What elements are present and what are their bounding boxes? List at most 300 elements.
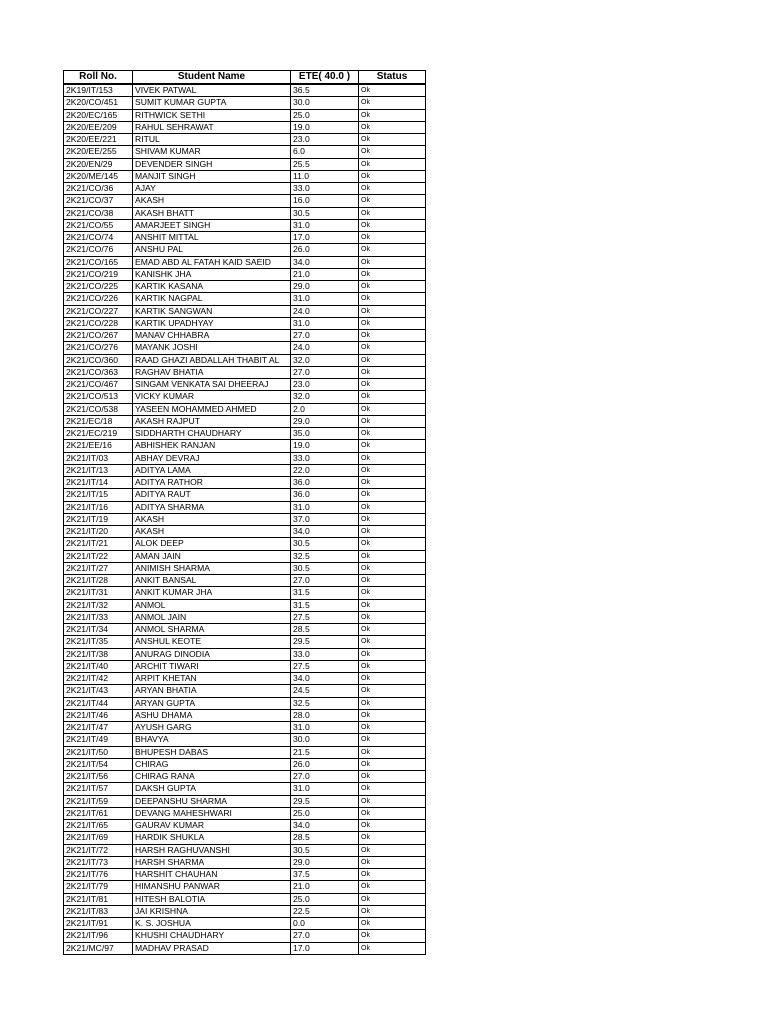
- status-cell: Ok: [359, 109, 426, 121]
- table-row: [64, 795, 426, 807]
- status-cell: Ok: [359, 501, 426, 513]
- ete-marks-cell: 19.0: [291, 440, 359, 452]
- ete-marks-cell: 22.5: [291, 905, 359, 917]
- status-cell: Ok: [359, 464, 426, 476]
- status-cell: Ok: [359, 281, 426, 293]
- roll-no-cell: 2K21/IT/56: [64, 771, 133, 783]
- marks-table: [63, 70, 426, 955]
- roll-no-cell: 2K21/IT/21: [64, 538, 133, 550]
- table-row: [64, 575, 426, 587]
- table-row: [64, 881, 426, 893]
- student-name-cell: KANISHK JHA: [133, 268, 291, 280]
- roll-no-cell: 2K21/CO/219: [64, 268, 133, 280]
- status-cell: Ok: [359, 342, 426, 354]
- table-row: [64, 611, 426, 623]
- table-row: [64, 219, 426, 231]
- student-name-cell: ADITYA LAMA: [133, 464, 291, 476]
- student-name-cell: YASEEN MOHAMMED AHMED: [133, 403, 291, 415]
- ete-marks-cell: 36.5: [291, 84, 359, 97]
- student-name-cell: SUMIT KUMAR GUPTA: [133, 97, 291, 109]
- roll-no-cell: 2K21/IT/65: [64, 820, 133, 832]
- student-name-cell: AKASH RAJPUT: [133, 415, 291, 427]
- roll-no-cell: 2K21/CO/36: [64, 183, 133, 195]
- student-name-cell: KARTIK KASANA: [133, 281, 291, 293]
- roll-no-cell: 2K21/IT/69: [64, 832, 133, 844]
- status-cell: Ok: [359, 97, 426, 109]
- ete-marks-cell: 27.0: [291, 330, 359, 342]
- ete-marks-cell: 31.0: [291, 293, 359, 305]
- student-name-cell: SINGAM VENKATA SAI DHEERAJ: [133, 379, 291, 391]
- roll-no-cell: 2K21/CO/267: [64, 330, 133, 342]
- student-name-cell: RITHWICK SETHI: [133, 109, 291, 121]
- ete-marks-cell: 29.0: [291, 856, 359, 868]
- student-name-cell: MADHAV PRASAD: [133, 942, 291, 954]
- status-cell: Ok: [359, 820, 426, 832]
- table-row: [64, 268, 426, 280]
- roll-no-cell: 2K21/IT/81: [64, 893, 133, 905]
- table-row: [64, 391, 426, 403]
- roll-no-cell: 2K21/IT/49: [64, 734, 133, 746]
- student-name-cell: DEVENDER SINGH: [133, 158, 291, 170]
- roll-no-cell: 2K21/IT/16: [64, 501, 133, 513]
- status-cell: Ok: [359, 881, 426, 893]
- roll-no-cell: 2K21/IT/33: [64, 611, 133, 623]
- table-row: [64, 97, 426, 109]
- status-cell: Ok: [359, 636, 426, 648]
- table-row: [64, 709, 426, 721]
- status-cell: Ok: [359, 697, 426, 709]
- table-row: [64, 513, 426, 525]
- student-name-cell: ABHISHEK RANJAN: [133, 440, 291, 452]
- student-name-cell: JAI KRISHNA: [133, 905, 291, 917]
- ete-marks-cell: 37.5: [291, 869, 359, 881]
- ete-marks-cell: 34.0: [291, 673, 359, 685]
- table-row: [64, 183, 426, 195]
- student-name-cell: ANKIT KUMAR JHA: [133, 587, 291, 599]
- table-row: [64, 771, 426, 783]
- status-cell: Ok: [359, 575, 426, 587]
- table-row: [64, 648, 426, 660]
- ete-marks-cell: 25.5: [291, 158, 359, 170]
- student-name-cell: AKASH: [133, 513, 291, 525]
- student-name-cell: RAGHAV BHATIA: [133, 366, 291, 378]
- ete-marks-cell: 24.0: [291, 342, 359, 354]
- status-cell: Ok: [359, 795, 426, 807]
- ete-marks-cell: 23.0: [291, 134, 359, 146]
- roll-no-cell: 2K21/CO/165: [64, 256, 133, 268]
- status-cell: Ok: [359, 905, 426, 917]
- status-cell: Ok: [359, 232, 426, 244]
- student-name-cell: CHIRAG: [133, 758, 291, 770]
- roll-no-cell: 2K20/EE/209: [64, 121, 133, 133]
- status-cell: Ok: [359, 832, 426, 844]
- table-row: [64, 856, 426, 868]
- status-cell: Ok: [359, 599, 426, 611]
- status-cell: Ok: [359, 562, 426, 574]
- ete-marks-cell: 34.0: [291, 256, 359, 268]
- student-name-cell: KARTIK NAGPAL: [133, 293, 291, 305]
- roll-no-cell: 2K21/CO/538: [64, 403, 133, 415]
- ete-marks-cell: 6.0: [291, 146, 359, 158]
- roll-no-cell: 2K21/IT/22: [64, 550, 133, 562]
- table-row: [64, 244, 426, 256]
- ete-marks-cell: 16.0: [291, 195, 359, 207]
- status-cell: Ok: [359, 673, 426, 685]
- student-name-cell: HITESH BALOTIA: [133, 893, 291, 905]
- table-row: [64, 501, 426, 513]
- status-cell: Ok: [359, 452, 426, 464]
- ete-marks-cell: 31.0: [291, 219, 359, 231]
- student-name-cell: AKASH: [133, 195, 291, 207]
- ete-marks-cell: 0.0: [291, 918, 359, 930]
- ete-marks-cell: 32.0: [291, 391, 359, 403]
- student-name-cell: ABHAY DEVRAJ: [133, 452, 291, 464]
- ete-marks-cell: 22.0: [291, 464, 359, 476]
- status-cell: Ok: [359, 734, 426, 746]
- roll-no-cell: 2K21/IT/34: [64, 624, 133, 636]
- roll-no-cell: 2K21/IT/28: [64, 575, 133, 587]
- ete-marks-cell: 30.0: [291, 97, 359, 109]
- ete-marks-cell: 26.0: [291, 244, 359, 256]
- roll-no-cell: 2K21/IT/42: [64, 673, 133, 685]
- table-row: [64, 587, 426, 599]
- student-name-cell: HIMANSHU PANWAR: [133, 881, 291, 893]
- ete-marks-cell: 25.0: [291, 109, 359, 121]
- roll-no-cell: 2K21/CO/38: [64, 207, 133, 219]
- status-cell: Ok: [359, 918, 426, 930]
- roll-no-cell: 2K21/IT/54: [64, 758, 133, 770]
- ete-marks-cell: 26.0: [291, 758, 359, 770]
- status-cell: Ok: [359, 293, 426, 305]
- table-row: [64, 918, 426, 930]
- student-name-cell: ADITYA SHARMA: [133, 501, 291, 513]
- student-name-cell: ANMOL: [133, 599, 291, 611]
- roll-no-cell: 2K21/IT/03: [64, 452, 133, 464]
- table-row: [64, 832, 426, 844]
- status-cell: Ok: [359, 893, 426, 905]
- ete-marks-cell: 21.0: [291, 268, 359, 280]
- table-row: [64, 305, 426, 317]
- ete-marks-cell: 31.0: [291, 501, 359, 513]
- ete-marks-cell: 27.5: [291, 660, 359, 672]
- roll-no-cell: 2K21/IT/15: [64, 489, 133, 501]
- table-row: [64, 550, 426, 562]
- status-cell: Ok: [359, 526, 426, 538]
- status-cell: Ok: [359, 428, 426, 440]
- student-name-cell: MAYANK JOSHI: [133, 342, 291, 354]
- status-cell: Ok: [359, 709, 426, 721]
- student-name-cell: DEVANG MAHESHWARI: [133, 807, 291, 819]
- roll-no-cell: 2K21/EE/16: [64, 440, 133, 452]
- student-name-cell: ARPIT KHETAN: [133, 673, 291, 685]
- student-name-cell: ARCHIT TIWARI: [133, 660, 291, 672]
- table-row: [64, 820, 426, 832]
- roll-no-cell: 2K21/IT/76: [64, 869, 133, 881]
- roll-no-cell: 2K21/IT/20: [64, 526, 133, 538]
- student-name-cell: AMAN JAIN: [133, 550, 291, 562]
- roll-no-cell: 2K21/IT/13: [64, 464, 133, 476]
- student-name-cell: EMAD ABD AL FATAH KAID SAEID: [133, 256, 291, 268]
- status-cell: Ok: [359, 477, 426, 489]
- student-name-cell: ARYAN BHATIA: [133, 685, 291, 697]
- ete-marks-cell: 30.0: [291, 734, 359, 746]
- roll-no-cell: 2K21/CO/55: [64, 219, 133, 231]
- ete-marks-cell: 31.0: [291, 783, 359, 795]
- student-name-cell: AYUSH GARG: [133, 722, 291, 734]
- table-row: [64, 746, 426, 758]
- roll-no-cell: 2K21/IT/14: [64, 477, 133, 489]
- student-name-cell: ANSHU PAL: [133, 244, 291, 256]
- roll-no-cell: 2K21/CO/467: [64, 379, 133, 391]
- student-name-cell: HARSHIT CHAUHAN: [133, 869, 291, 881]
- ete-marks-cell: 29.5: [291, 636, 359, 648]
- table-row: [64, 415, 426, 427]
- roll-no-cell: 2K21/IT/73: [64, 856, 133, 868]
- roll-no-cell: 2K21/EC/18: [64, 415, 133, 427]
- roll-no-cell: 2K20/ME/145: [64, 170, 133, 182]
- table-row: [64, 869, 426, 881]
- table-row: [64, 893, 426, 905]
- student-name-cell: HARDIK SHUKLA: [133, 832, 291, 844]
- status-header: Status: [359, 71, 426, 85]
- table-row: [64, 636, 426, 648]
- ete-marks-cell: 31.5: [291, 599, 359, 611]
- table-row: [64, 281, 426, 293]
- roll-no-cell: 2K21/IT/83: [64, 905, 133, 917]
- student-name-cell: RITUL: [133, 134, 291, 146]
- roll-no-cell: 2K21/IT/46: [64, 709, 133, 721]
- ete-marks-cell: 32.0: [291, 354, 359, 366]
- table-header-row: [64, 71, 426, 85]
- ete-marks-cell: 36.0: [291, 489, 359, 501]
- student-name-cell: ANSHIT MITTAL: [133, 232, 291, 244]
- status-cell: Ok: [359, 783, 426, 795]
- table-row: [64, 207, 426, 219]
- status-cell: Ok: [359, 256, 426, 268]
- status-cell: Ok: [359, 219, 426, 231]
- ete-marks-cell: 33.0: [291, 183, 359, 195]
- status-cell: Ok: [359, 317, 426, 329]
- table-row: [64, 807, 426, 819]
- table-row: [64, 697, 426, 709]
- table-row: [64, 930, 426, 942]
- status-cell: Ok: [359, 207, 426, 219]
- ete-marks-cell: 28.0: [291, 709, 359, 721]
- ete-marks-cell: 24.0: [291, 305, 359, 317]
- roll-no-cell: 2K21/IT/96: [64, 930, 133, 942]
- status-cell: Ok: [359, 624, 426, 636]
- status-cell: Ok: [359, 513, 426, 525]
- student-name-cell: ADITYA RATHOR: [133, 477, 291, 489]
- table-row: [64, 452, 426, 464]
- ete-marks-cell: 30.5: [291, 207, 359, 219]
- table-row: [64, 440, 426, 452]
- ete-marks-cell: 21.0: [291, 881, 359, 893]
- student-name-cell: ADITYA RAUT: [133, 489, 291, 501]
- student-name-cell: CHIRAG RANA: [133, 771, 291, 783]
- ete-marks-cell: 21.5: [291, 746, 359, 758]
- roll-no-cell: 2K21/IT/40: [64, 660, 133, 672]
- ete-marks-cell: 27.0: [291, 771, 359, 783]
- roll-no-cell: 2K21/EC/219: [64, 428, 133, 440]
- ete-marks-cell: 35.0: [291, 428, 359, 440]
- table-row: [64, 195, 426, 207]
- ete-marks-cell: 24.5: [291, 685, 359, 697]
- table-row: [64, 722, 426, 734]
- ete-header: ETE( 40.0 ): [291, 71, 359, 85]
- status-cell: Ok: [359, 660, 426, 672]
- table-row: [64, 734, 426, 746]
- ete-marks-cell: 28.5: [291, 832, 359, 844]
- table-body: [64, 84, 426, 954]
- student-name-cell: ASHU DHAMA: [133, 709, 291, 721]
- student-name-cell: AKASH BHATT: [133, 207, 291, 219]
- student-name-cell: AMARJEET SINGH: [133, 219, 291, 231]
- status-cell: Ok: [359, 942, 426, 954]
- table-row: [64, 673, 426, 685]
- ete-marks-cell: 31.5: [291, 587, 359, 599]
- roll-no-cell: 2K21/CO/37: [64, 195, 133, 207]
- roll-no-cell: 2K21/IT/47: [64, 722, 133, 734]
- ete-marks-cell: 31.0: [291, 722, 359, 734]
- status-cell: Ok: [359, 415, 426, 427]
- roll-no-cell: 2K21/IT/43: [64, 685, 133, 697]
- roll-no-cell: 2K21/CO/276: [64, 342, 133, 354]
- ete-marks-cell: 36.0: [291, 477, 359, 489]
- roll-no-cell: 2K21/IT/50: [64, 746, 133, 758]
- status-cell: Ok: [359, 930, 426, 942]
- ete-marks-cell: 28.5: [291, 624, 359, 636]
- roll-no-cell: 2K21/MC/97: [64, 942, 133, 954]
- table-row: [64, 783, 426, 795]
- table-row: [64, 428, 426, 440]
- roll-no-cell: 2K20/EE/221: [64, 134, 133, 146]
- table-row: [64, 526, 426, 538]
- ete-marks-cell: 27.0: [291, 366, 359, 378]
- student-name-cell: RAHUL SEHRAWAT: [133, 121, 291, 133]
- ete-marks-cell: 34.0: [291, 820, 359, 832]
- student-name-cell: HARSH SHARMA: [133, 856, 291, 868]
- status-cell: Ok: [359, 758, 426, 770]
- student-name-cell: ANURAG DINODIA: [133, 648, 291, 660]
- table-row: [64, 489, 426, 501]
- status-cell: Ok: [359, 158, 426, 170]
- status-cell: Ok: [359, 587, 426, 599]
- status-cell: Ok: [359, 84, 426, 97]
- status-cell: Ok: [359, 244, 426, 256]
- table-row: [64, 379, 426, 391]
- student-name-cell: ANKIT BANSAL: [133, 575, 291, 587]
- student-name-cell: MANAV CHHABRA: [133, 330, 291, 342]
- result-sheet: [63, 70, 425, 955]
- roll-no-cell: 2K21/IT/38: [64, 648, 133, 660]
- table-row: [64, 121, 426, 133]
- status-cell: Ok: [359, 538, 426, 550]
- ete-marks-cell: 27.0: [291, 930, 359, 942]
- ete-marks-cell: 32.5: [291, 550, 359, 562]
- status-cell: Ok: [359, 330, 426, 342]
- roll-no-cell: 2K21/CO/513: [64, 391, 133, 403]
- status-cell: Ok: [359, 856, 426, 868]
- ete-marks-cell: 17.0: [291, 232, 359, 244]
- status-cell: Ok: [359, 354, 426, 366]
- roll-no-cell: 2K21/IT/72: [64, 844, 133, 856]
- ete-marks-cell: 11.0: [291, 170, 359, 182]
- ete-marks-cell: 17.0: [291, 942, 359, 954]
- status-cell: Ok: [359, 722, 426, 734]
- status-cell: Ok: [359, 170, 426, 182]
- table-row: [64, 464, 426, 476]
- roll-no-cell: 2K21/CO/360: [64, 354, 133, 366]
- status-cell: Ok: [359, 550, 426, 562]
- student-name-cell: DEEPANSHU SHARMA: [133, 795, 291, 807]
- student-name-cell: SHIVAM KUMAR: [133, 146, 291, 158]
- student-name-cell: KARTIK SANGWAN: [133, 305, 291, 317]
- status-cell: Ok: [359, 379, 426, 391]
- table-row: [64, 562, 426, 574]
- status-cell: Ok: [359, 611, 426, 623]
- ete-marks-cell: 34.0: [291, 526, 359, 538]
- status-cell: Ok: [359, 366, 426, 378]
- ete-marks-cell: 30.5: [291, 562, 359, 574]
- student-name-cell: KARTIK UPADHYAY: [133, 317, 291, 329]
- roll-no-cell: 2K21/IT/79: [64, 881, 133, 893]
- table-row: [64, 758, 426, 770]
- roll-no-cell: 2K21/IT/57: [64, 783, 133, 795]
- roll-no-cell: 2K20/EC/165: [64, 109, 133, 121]
- student-name-cell: BHAVYA: [133, 734, 291, 746]
- table-row: [64, 317, 426, 329]
- status-cell: Ok: [359, 195, 426, 207]
- table-row: [64, 330, 426, 342]
- ete-marks-cell: 29.0: [291, 281, 359, 293]
- table-row: [64, 134, 426, 146]
- status-cell: Ok: [359, 807, 426, 819]
- student-name-cell: KHUSHI CHAUDHARY: [133, 930, 291, 942]
- table-row: [64, 685, 426, 697]
- status-cell: Ok: [359, 268, 426, 280]
- student-name-cell: MANJIT SINGH: [133, 170, 291, 182]
- roll-no-cell: 2K21/IT/91: [64, 918, 133, 930]
- ete-marks-cell: 27.0: [291, 575, 359, 587]
- ete-marks-cell: 23.0: [291, 379, 359, 391]
- table-row: [64, 477, 426, 489]
- status-cell: Ok: [359, 746, 426, 758]
- ete-marks-cell: 25.0: [291, 893, 359, 905]
- status-cell: Ok: [359, 440, 426, 452]
- status-cell: Ok: [359, 146, 426, 158]
- student-name-cell: ANSHUL KEOTE: [133, 636, 291, 648]
- status-cell: Ok: [359, 489, 426, 501]
- roll-no-cell: 2K19/IT/153: [64, 84, 133, 97]
- ete-marks-cell: 33.0: [291, 452, 359, 464]
- table-row: [64, 256, 426, 268]
- table-row: [64, 538, 426, 550]
- ete-marks-cell: 29.0: [291, 415, 359, 427]
- status-cell: Ok: [359, 121, 426, 133]
- student-name-cell: AJAY: [133, 183, 291, 195]
- ete-marks-cell: 32.5: [291, 697, 359, 709]
- student-name-cell: ARYAN GUPTA: [133, 697, 291, 709]
- roll-no-cell: 2K21/IT/19: [64, 513, 133, 525]
- table-row: [64, 660, 426, 672]
- roll-no-cell: 2K21/IT/61: [64, 807, 133, 819]
- table-row: [64, 109, 426, 121]
- status-cell: Ok: [359, 403, 426, 415]
- student-name-cell: VICKY KUMAR: [133, 391, 291, 403]
- student-name-cell: ANMOL SHARMA: [133, 624, 291, 636]
- table-row: [64, 293, 426, 305]
